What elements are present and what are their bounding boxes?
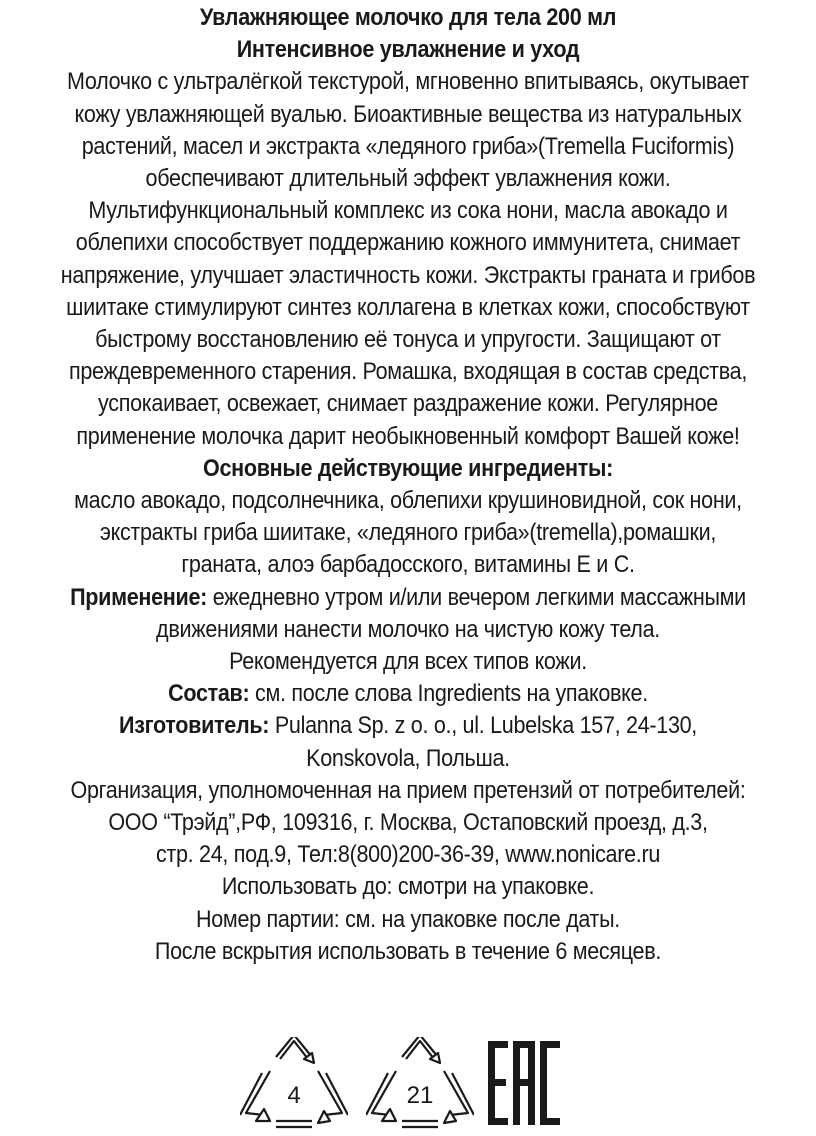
composition-line [49,678,767,710]
description-line: быстрому восстановлению её тонуса и упругости. Защищают от [95,326,721,354]
description-line: успокаивает, освежает, снимает раздражение кожи. Регулярное [98,390,718,418]
manufacturer-label: Изготовитель: [119,712,270,740]
manufacturer-line [49,710,767,742]
usage-line: Рекомендуется для всех типов кожи. [229,648,587,676]
usage-text: ежедневно утром и/или вечером легкими массажными [207,583,746,611]
description-line: Мультифункциональный комплекс из сока нони, масла авокадо и [88,197,728,225]
recycle-icon [366,1037,474,1129]
ingredients-line: масло авокадо, подсолнечника, облепихи крушиновидной, сок нони, [74,487,742,515]
footer-line: Использовать до: смотри на упаковке. [221,873,595,901]
manufacturer-text: Pulanna Sp. z o. o., ul. Lubelska 157, 24-130, [269,712,697,740]
organization-line: стр. 24, под.9, Тел:8(800)200-36-39, www.nonicare.ru [155,841,661,869]
symbols-row [0,1035,816,1130]
description-line: преждевременного старения. Ромашка, входящая в состав средства, [68,358,748,386]
usage-line [49,582,767,614]
eac-icon [488,1041,560,1125]
recycle-icon [240,1037,348,1129]
description-line: шиитаке стимулируют синтез коллагена в клетках кожи, способствуют [66,293,750,321]
composition-label: Состав: [168,680,250,708]
organization-line: ООО “Трэйд”,РФ, 109316, г. Москва, Остаповский проезд, д.3, [108,809,708,837]
description-line: Молочко с ультралёгкой текстурой, мгновенно впитываясь, окутывает [66,68,750,96]
composition-text: см. после слова Ingredients на упаковке. [249,680,648,708]
description-line: облепихи способствует поддержанию кожного иммунитета, снимает [75,229,741,257]
ingredients-line: экстракты гриба шиитаке, «ледяного гриба»(tremella),ромашки, [99,519,717,547]
recycle-code-2: 21 [406,1082,434,1109]
organization-line: Организация, уполномоченная на прием претензий от потребителей: [70,776,746,804]
ingredients-line: граната, алоэ барбадосского, витамины Е и С. [181,551,635,579]
footer-line: Номер партии: см. на упаковке после даты. [195,905,620,933]
recycle-code-1: 4 [287,1082,301,1109]
manufacturer-line: Konskovola, Польша. [306,744,510,772]
ingredients-heading: Основные действующие ингредиенты: [202,454,613,482]
product-subtitle: Интенсивное увлажнение и уход [236,36,580,64]
usage-line: движениями нанести молочко на чистую кожу тела. [156,615,660,643]
usage-label: Применение: [70,583,208,611]
description-line: кожу увлажняющей вуалью. Биоактивные вещества из натуральных [74,100,742,128]
description-line: применение молочка дарит необыкновенный комфорт Вашей коже! [76,422,740,450]
description-line: растений, масел и экстракта «ледяного гриба»(Tremella Fuciformis) [81,132,735,160]
description-line: напряжение, улучшает эластичность кожи. Экстракты граната и грибов [60,261,756,289]
product-title: Увлажняющее молочко для тела 200 мл [199,4,617,31]
description-line: обеспечивают длительный эффект увлажнения кожи. [145,165,671,193]
footer-line: После вскрытия использовать в течение 6 месяцев. [154,937,662,965]
